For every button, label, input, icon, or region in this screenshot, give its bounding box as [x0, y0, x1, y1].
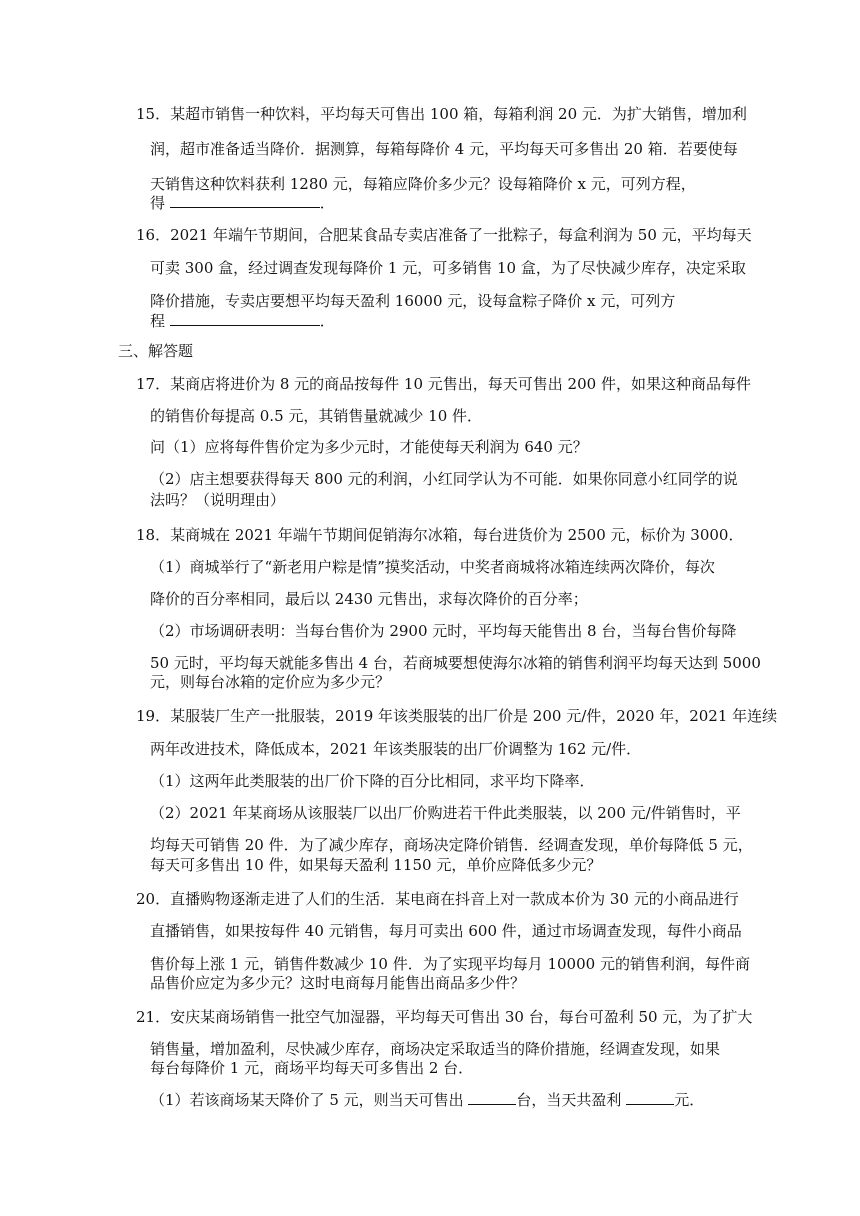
q19-line-2: 两年改进技术，降低成本，2021 年该类服装的出厂价调整为 162 元/件．	[150, 740, 642, 758]
q16-line-3: 降价措施，专卖店要想平均每天盈利 16000 元，设每盒粽子降价 x 元，可列方	[150, 292, 676, 310]
q19-part-2-end: 每天可多售出 10 件，如果每天盈利 1150 元，单价应降低多少元？	[150, 856, 602, 874]
q18-part-2-end: 元，则每台冰箱的定价应为多少元？	[150, 673, 391, 691]
q18-line-1: 18．某商城在 2021 年端午节期间促销海尔冰箱，每台进货价为 2500 元，标价为 3000．	[136, 526, 744, 544]
q18-part-1: （1）商城举行了“新老用户粽是情”摸奖活动，中奖者商城将冰箱连续两次降价，每次	[150, 558, 715, 576]
q15-line-1: 15．某超市销售一种饮料，平均每天可售出 100 箱，每箱利润 20 元．为扩大销售，增加利	[136, 105, 747, 123]
q15-prefix: 得	[150, 194, 166, 212]
q19-part-1: （1）这两年此类服装的出厂价下降的百分比相同，求平均下降率．	[150, 772, 595, 790]
q16-line-4	[150, 311, 335, 331]
q16-prefix: 程	[150, 312, 166, 330]
q21-part-1-text-c: 元．	[674, 1091, 705, 1109]
section-heading: 三、解答题	[118, 342, 194, 360]
q20-line-4: 品售价应定为多少元？这时电商每月能售出商品多少件？	[150, 974, 526, 992]
q16-line-2: 可卖 300 盒，经过调查发现每降价 1 元，可多销售 10 盒，为了尽快减少库存，决定采取	[150, 259, 746, 277]
q17-part-2-cont: 法吗？（说明理由）	[150, 491, 286, 509]
q19-part-2: （2）2021 年某商场从该服装厂以出厂价购进若干件此类服装，以 200 元/件销售时，平	[150, 804, 741, 822]
q18-part-2: （2）市场调研表明：当每台售价为 2900 元时，平均每天能售出 8 台，当每台售价每降	[150, 622, 737, 640]
q21-line-1: 21．安庆某商场销售一批空气加湿器，平均每天可售出 30 台，每台可盈利 50 元，为了扩大	[136, 1008, 753, 1026]
q16-line-1: 16．2021 年端午节期间，合肥某食品专卖店准备了一批粽子，每盒利润为 50 元，平均每天	[136, 226, 752, 244]
q15-line-3: 天销售这种饮料获利 1280 元，每箱应降价多少元？设每箱降价 x 元，可列方程，	[150, 175, 696, 193]
q21-part-1-text-a: （1）若该商场某天降价了 5 元，则当天可售出	[150, 1091, 464, 1109]
q19-line-1: 19．某服装厂生产一批服装，2019 年该类服装的出厂价是 200 元/件，2020 年，2021 年连续	[136, 707, 778, 725]
q16-answer-blank[interactable]	[170, 311, 320, 326]
q20-line-3: 售价每上涨 1 元，销售件数减少 10 件．为了实现平均每月 10000 元的销售利润，每件商	[150, 955, 750, 973]
q16-period: ．	[319, 312, 335, 330]
q15-period: ．	[319, 194, 335, 212]
q20-line-1: 20．直播购物逐渐走进了人们的生活．某电商在抖音上对一款成本价为 30 元的小商品进行	[136, 890, 739, 908]
q15-line-4	[150, 193, 335, 213]
q21-part-1-text-b: 台，当天共盈利	[516, 1091, 622, 1109]
q17-line-1: 17．某商店将进价为 8 元的商品按每件 10 元售出，每天可售出 200 件，如果这种商品每件	[136, 375, 751, 393]
q15-answer-blank[interactable]	[170, 193, 320, 208]
q21-part-1	[150, 1090, 704, 1110]
q18-part-1-cont: 降价的百分率相同，最后以 2430 元售出，求每次降价的百分率；	[150, 590, 588, 608]
q21-profit-blank[interactable]	[626, 1090, 674, 1105]
q21-units-blank[interactable]	[468, 1090, 516, 1105]
q17-part-1: 问（1）应将每件售价定为多少元时，才能使每天利润为 640 元？	[150, 438, 588, 456]
q21-line-3: 每台每降价 1 元，商场平均每天可多售出 2 台．	[150, 1059, 474, 1077]
q21-line-2: 销售量，增加盈利，尽快减少库存，商场决定采取适当的降价措施，经调查发现，如果	[150, 1040, 721, 1058]
q18-part-2-cont: 50 元时，平均每天就能多售出 4 台，若商城要想使海尔冰箱的销售利润平均每天达到 5000	[150, 654, 761, 672]
q17-line-2: 的销售价每提高 0.5 元，其销售量就减少 10 件．	[150, 407, 483, 425]
q20-line-2: 直播销售，如果按每件 40 元销售，每月可卖出 600 件，通过市场调查发现，每件小商品	[150, 922, 742, 940]
q19-part-2-cont: 均每天可销售 20 件．为了减少库存，商场决定降价销售．经调查发现，单价每降低 5 元，	[150, 836, 753, 854]
q15-line-2: 润，超市准备适当降价．据测算，每箱每降价 4 元，平均每天可多售出 20 箱．若要使每	[150, 140, 738, 158]
q17-part-2: （2）店主想要获得每天 800 元的利润，小红同学认为不可能．如果你同意小红同学的说	[150, 470, 738, 488]
